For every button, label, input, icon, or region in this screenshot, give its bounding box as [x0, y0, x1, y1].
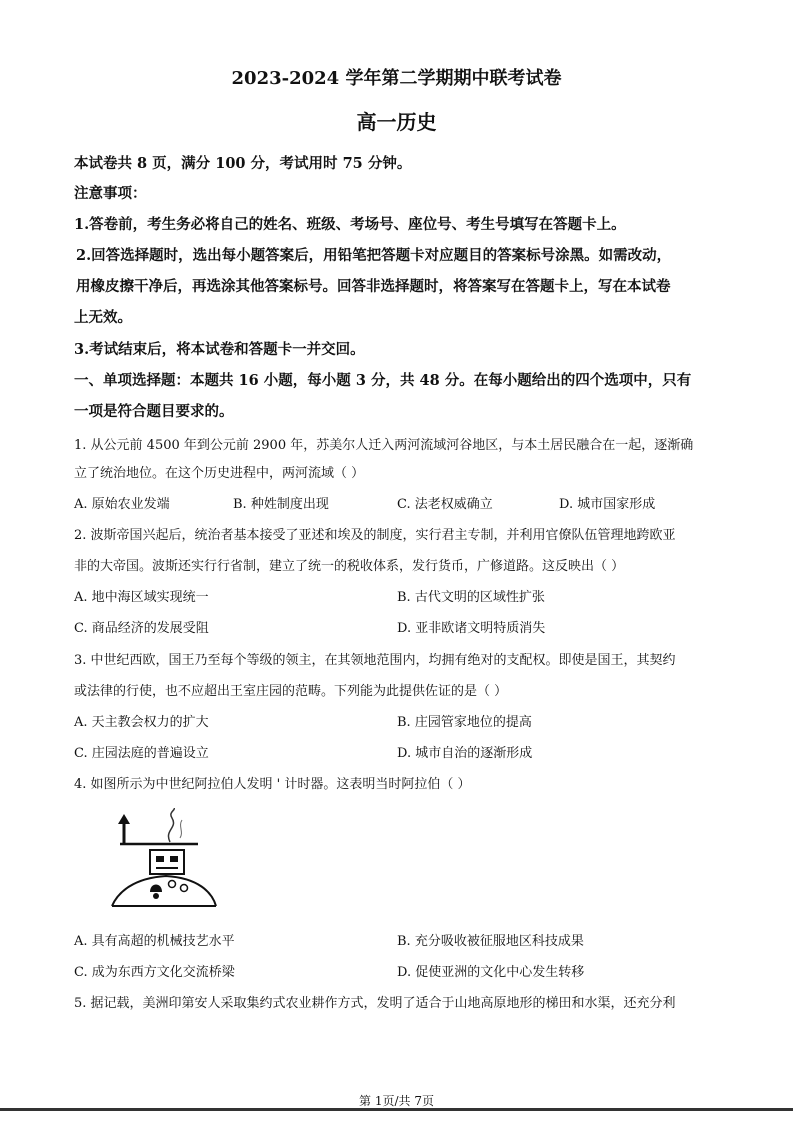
figure-box: [150, 850, 184, 874]
q2-option-a: A. 地中海区域实现统一: [74, 590, 209, 605]
q3-stem-line-2: 或法律的行使，也不应超出王室庄园的范畴。下列能为此提供佐证的是（ ）: [74, 684, 508, 699]
figure-smoke: [180, 820, 182, 838]
figure-eye-left: [156, 856, 164, 862]
q5-stem-line-1: 5. 据记载，美洲印第安人采取集约式农业耕作方式，发明了适合于山地高原地形的梯田和水渠，还充分利: [74, 996, 676, 1011]
q4-option-a: A. 具有高超的机械技艺水平: [74, 934, 235, 949]
q1-stem-line-1: 1. 从公元前 4500 年到公元前 2900 年，苏美尔人迁入两河流域河谷地区，与本土居民融合在一起，逐渐确: [74, 438, 694, 453]
q1-stem-line-2: 立了统治地位。在这个历史进程中，两河流域（ ）: [74, 466, 365, 481]
q2-option-b: B. 古代文明的区域性扩张: [397, 590, 545, 605]
q4-stem: 4. 如图所示为中世纪阿拉伯人发明 ' 计时器。这表明当时阿拉伯（ ）: [74, 777, 471, 792]
section-heading-line-1: 一、单项选择题：本题共 16 小题，每小题 3 分，共 48 分。在每小题给出的四个选项中，只有: [74, 372, 692, 389]
notice-2-line-3: 上无效。: [74, 309, 132, 326]
figure-bell: [150, 885, 162, 893]
subject-title: 高一历史: [356, 110, 437, 134]
figure-gear-2: [181, 885, 188, 892]
q2-stem-line-2: 非的大帝国。波斯还实行行省制，建立了统一的税收体系，发行货币，广修道路。这反映出（ ）: [74, 559, 625, 574]
q3-option-d: D. 城市自治的逐渐形成: [397, 746, 533, 761]
figure-eye-right: [170, 856, 178, 862]
q1-option-b: B. 种姓制度出现: [233, 497, 329, 512]
figure-arrow-head: [118, 814, 130, 824]
q4-option-c: C. 成为东西方文化交流桥梁: [74, 965, 235, 980]
exam-title: 2023-2024 学年第二学期期中联考试卷: [231, 68, 562, 89]
q3-option-c: C. 庄园法庭的普遍设立: [74, 746, 209, 761]
q4-option-b: B. 充分吸收被征服地区科技成果: [397, 934, 584, 949]
figure-mound: [112, 876, 216, 906]
q4-option-d: D. 促使亚洲的文化中心发生转移: [397, 965, 585, 980]
q3-option-b: B. 庄园管家地位的提高: [397, 715, 532, 730]
q1-option-d: D. 城市国家形成: [559, 497, 656, 512]
section-heading-line-2: 一项是符合题目要求的。: [74, 403, 234, 420]
figure-gear-1: [169, 881, 176, 888]
q2-option-d: D. 亚非欧诸文明特质消失: [397, 621, 546, 636]
arabic-clock-figure: [108, 808, 218, 908]
q3-stem-line-1: 3. 中世纪西欧，国王乃至每个等级的领主，在其领地范围内，均拥有绝对的支配权。即使是国王，其契约: [74, 653, 676, 668]
notice-2-line-1: 2.回答选择题时，选出每小题答案后，用铅笔把答题卡对应题目的答案标号涂黑。如需改动，: [76, 247, 672, 264]
page-bottom-border: [0, 1108, 793, 1111]
exam-info: 本试卷共 8 页，满分 100 分，考试用时 75 分钟。: [74, 155, 412, 172]
notice-heading: 注意事项：: [74, 185, 147, 202]
q2-option-c: C. 商品经济的发展受阻: [74, 621, 209, 636]
q1-option-a: A. 原始农业发端: [74, 497, 170, 512]
figure-bell-clapper: [153, 893, 159, 899]
figure-flame: [168, 808, 174, 842]
notice-1: 1.答卷前，考生务必将自己的姓名、班级、考场号、座位号、考生号填写在答题卡上。: [74, 216, 626, 233]
notice-3: 3.考试结束后，将本试卷和答题卡一并交回。: [74, 341, 365, 358]
page-number: 第 1页/共 7页: [359, 1094, 434, 1108]
q3-option-a: A. 天主教会权力的扩大: [74, 715, 209, 730]
q2-stem-line-1: 2. 波斯帝国兴起后，统治者基本接受了亚述和埃及的制度，实行君主专制，并利用官僚队伍管理地跨欧亚: [74, 528, 676, 543]
notice-2-line-2: 用橡皮擦干净后，再选涂其他答案标号。回答非选择题时，将答案写在答题卡上，写在本试卷: [76, 278, 671, 295]
q1-option-c: C. 法老权威确立: [397, 497, 493, 512]
